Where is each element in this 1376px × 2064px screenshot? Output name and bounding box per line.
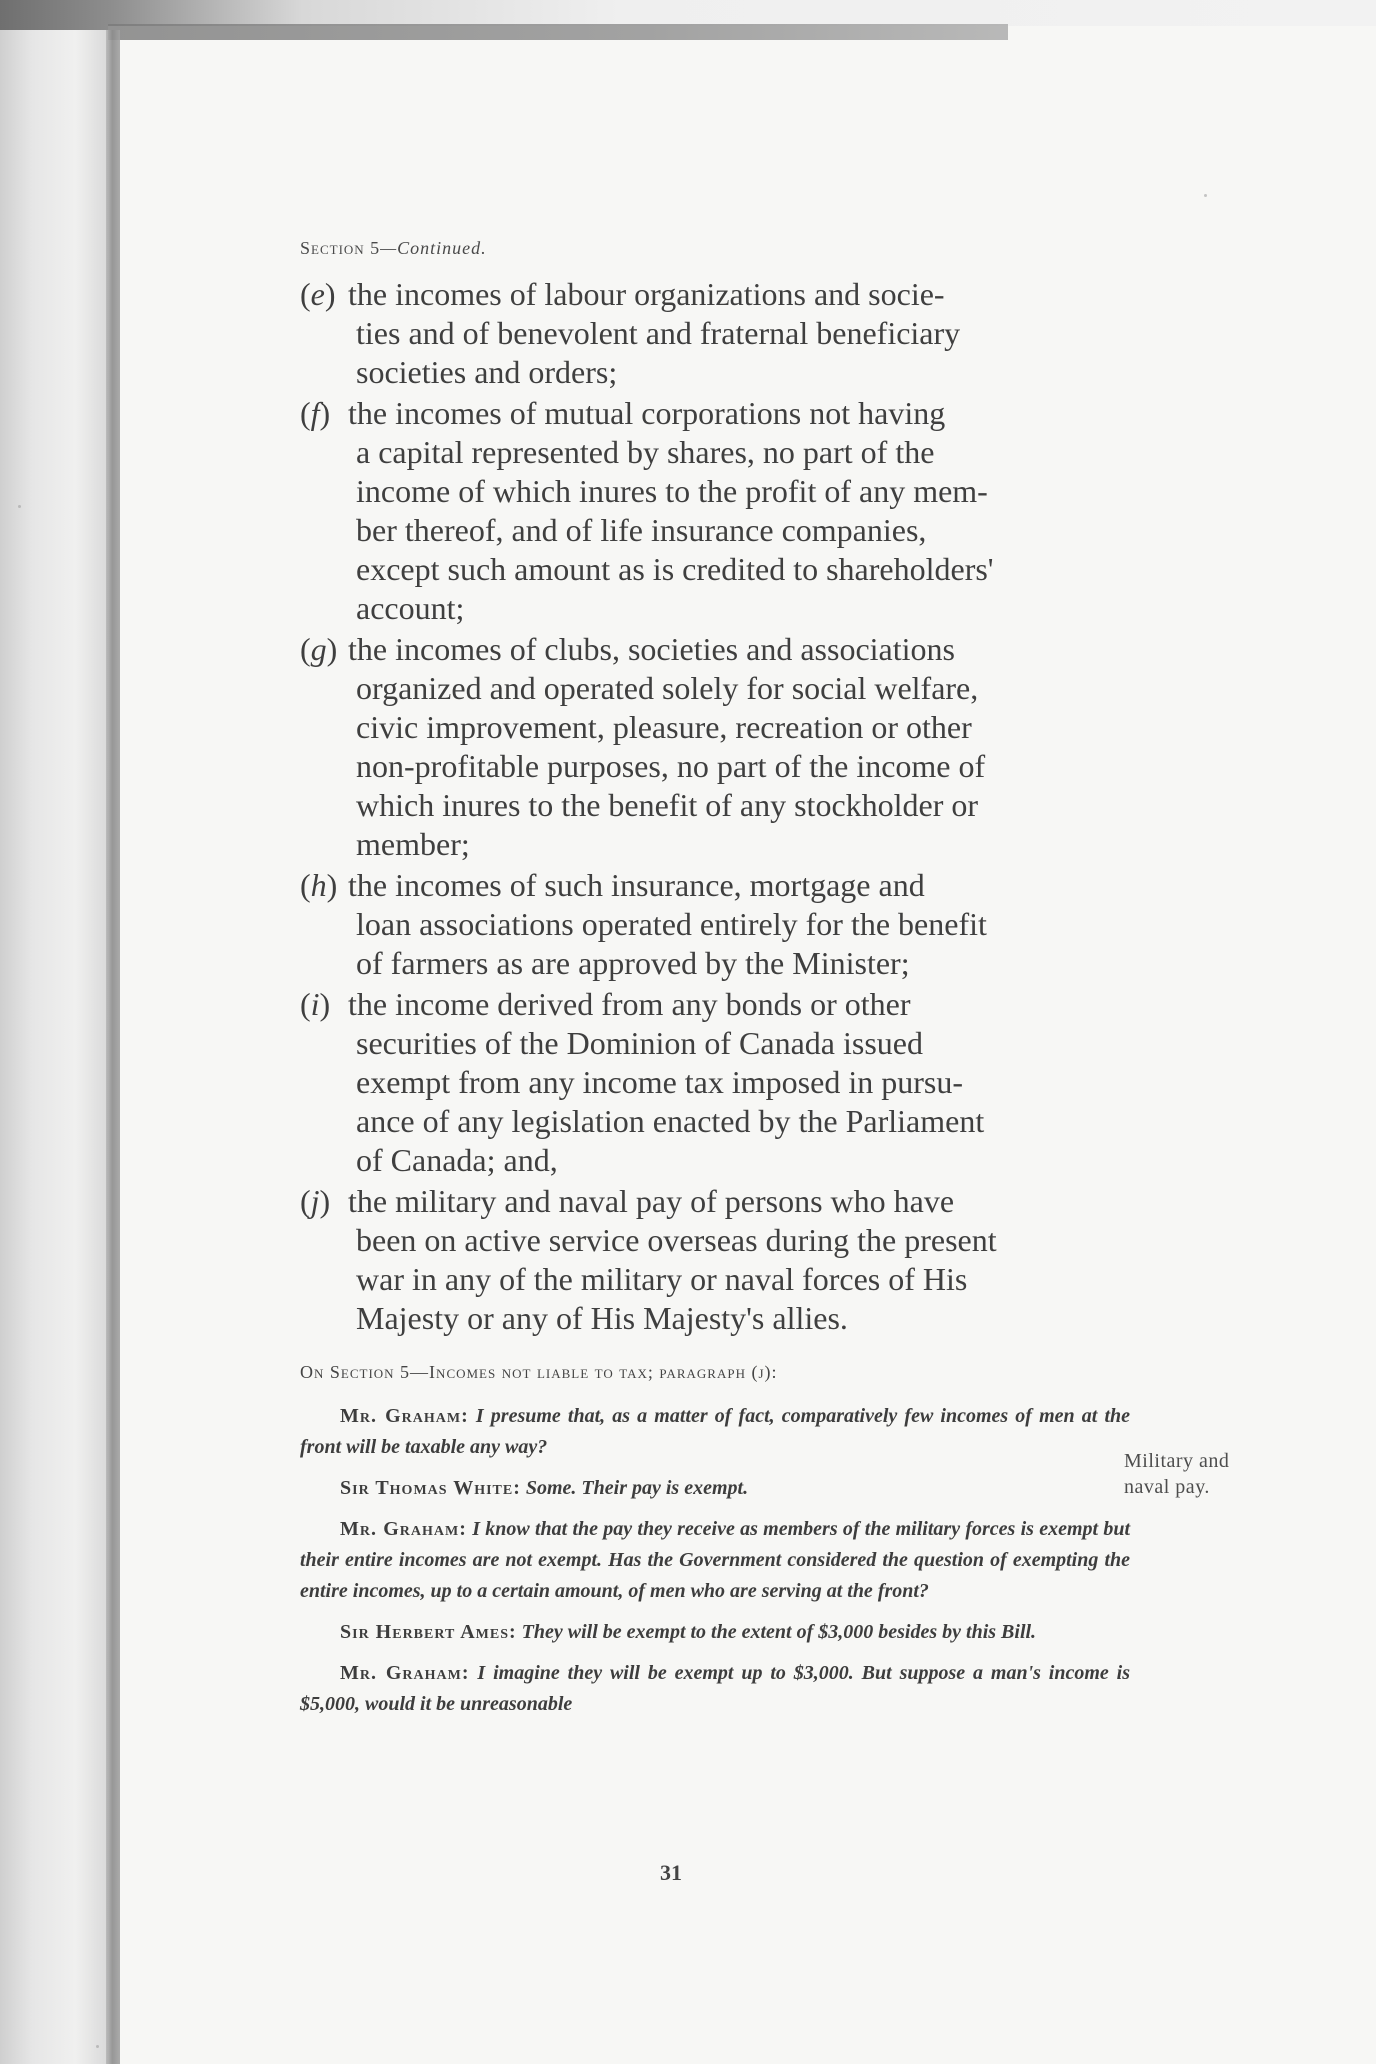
provision-text: member; xyxy=(356,826,470,862)
provision-text: been on active service overseas during the present xyxy=(356,1222,997,1258)
debate-paragraph xyxy=(300,1514,1130,1607)
speaker-name: Mr. Graham: xyxy=(340,1662,470,1684)
provision-text: societies and orders; xyxy=(356,354,618,390)
scan-fleck xyxy=(96,2045,99,2048)
provision-label: (j) xyxy=(300,1183,331,1219)
provision-label: (i) xyxy=(300,986,331,1022)
provision-line xyxy=(300,985,1130,1024)
provision-line xyxy=(300,394,1130,433)
provision-label: (f) xyxy=(300,395,331,431)
debate-paragraph xyxy=(300,1473,1130,1504)
provision-letter: i xyxy=(310,986,320,1022)
provision-text: the income derived from any bonds or other xyxy=(348,986,911,1022)
margin-note: Military and naval pay. xyxy=(1124,1450,1230,1498)
provision-text: war in any of the military or naval forces of His xyxy=(356,1261,968,1297)
provision-text: civic improvement, pleasure, recreation or other xyxy=(356,709,972,745)
provision-line xyxy=(300,630,1130,669)
provision-text: the incomes of such insurance, mortgage and xyxy=(348,867,925,903)
speaker-name: Sir Herbert Ames: xyxy=(340,1621,517,1643)
speech-text: I imagine they will be exempt up to $3,000. But suppose a man's income is $5,000, would it be unreasonable xyxy=(300,1662,1131,1715)
provision-letter: e xyxy=(310,276,325,312)
provision-text: income of which inures to the profit of any mem- xyxy=(356,473,988,509)
provision-text: a capital represented by shares, no part of the xyxy=(356,434,935,470)
provision-item xyxy=(300,1182,1130,1338)
section-header xyxy=(300,238,1130,259)
speech-text: Some. Their pay is exempt. xyxy=(525,1477,749,1499)
provision-text: the military and naval pay of persons who have xyxy=(348,1183,955,1219)
provision-text: Majesty or any of His Majesty's allies. xyxy=(356,1300,848,1336)
provision-label: (h) xyxy=(300,867,338,903)
provision-item xyxy=(300,275,1130,392)
page-number: 31 xyxy=(660,1860,682,1885)
debate-paragraph xyxy=(300,1401,1130,1463)
provision-text: ance of any legislation enacted by the Parliament xyxy=(356,1103,985,1139)
provision-item xyxy=(300,985,1130,1180)
provision-text: except such amount as is credited to shareholders' xyxy=(356,551,994,587)
page-content xyxy=(300,238,1130,1730)
provision-letter: j xyxy=(310,1183,320,1219)
scan-fleck xyxy=(1204,194,1207,197)
provision-text: the incomes of clubs, societies and associations xyxy=(348,631,955,667)
provision-text: of farmers as are approved by the Minister; xyxy=(356,945,910,981)
provision-letter: g xyxy=(310,631,327,667)
section-label: Section 5 xyxy=(300,238,381,258)
provision-line xyxy=(300,866,1130,905)
provision-letter: h xyxy=(310,867,327,903)
debate-paragraph xyxy=(300,1658,1130,1720)
provision-text: account; xyxy=(356,590,465,626)
provision-letter: f xyxy=(310,395,320,431)
provision-text: securities of the Dominion of Canada issued xyxy=(356,1025,923,1061)
provision-item xyxy=(300,866,1130,983)
provision-label: (e) xyxy=(300,276,336,312)
left-page-edge xyxy=(0,0,108,2064)
debate-paragraph xyxy=(300,1617,1130,1648)
provision-text: loan associations operated entirely for the benefit xyxy=(356,906,987,942)
speaker-name: Sir Thomas White: xyxy=(340,1477,521,1499)
provision-text: the incomes of mutual corporations not having xyxy=(348,395,946,431)
provision-text: exempt from any income tax imposed in pursu- xyxy=(356,1064,963,1100)
scan-fleck xyxy=(18,505,21,508)
provision-text: of Canada; and, xyxy=(356,1142,558,1178)
provision-text: organized and operated solely for social welfare, xyxy=(356,670,979,706)
provision-text: ties and of benevolent and fraternal beneficiary xyxy=(356,315,961,351)
top-shadow xyxy=(108,24,1008,40)
speech-text: They will be exempt to the extent of $3,000 besides by this Bill. xyxy=(521,1621,1037,1643)
speaker-name: Mr. Graham: xyxy=(340,1405,469,1427)
section-continued: —Continued. xyxy=(380,238,487,258)
provision-text: which inures to the benefit of any stockholder or xyxy=(356,787,979,823)
provision-label: (g) xyxy=(300,631,338,667)
speaker-name: Mr. Graham: xyxy=(340,1518,467,1540)
provision-list xyxy=(300,275,1130,1338)
speech-text: I presume that, as a matter of fact, comparatively few incomes of men at the front will be taxable any way? xyxy=(300,1405,1130,1458)
provision-item xyxy=(300,630,1130,864)
debate-transcript xyxy=(300,1401,1130,1720)
speech-text: I know that the pay they receive as members of the military forces is exempt but their entire incomes are not exempt. Has the Government considered the question of exempting the entire incomes, up to a certain amount, of men who are serving at the front? xyxy=(300,1518,1131,1602)
provision-text: the incomes of labour organizations and socie- xyxy=(348,276,945,312)
provision-line xyxy=(300,275,1130,314)
page-binding-shadow xyxy=(106,30,120,2064)
provision-line xyxy=(300,1182,1130,1221)
provision-text: non-profitable purposes, no part of the income of xyxy=(356,748,986,784)
on-section-heading: On Section 5—Incomes not liable to tax; paragraph (j): xyxy=(300,1362,778,1382)
provision-item xyxy=(300,394,1130,628)
provision-text: ber thereof, and of life insurance companies, xyxy=(356,512,927,548)
